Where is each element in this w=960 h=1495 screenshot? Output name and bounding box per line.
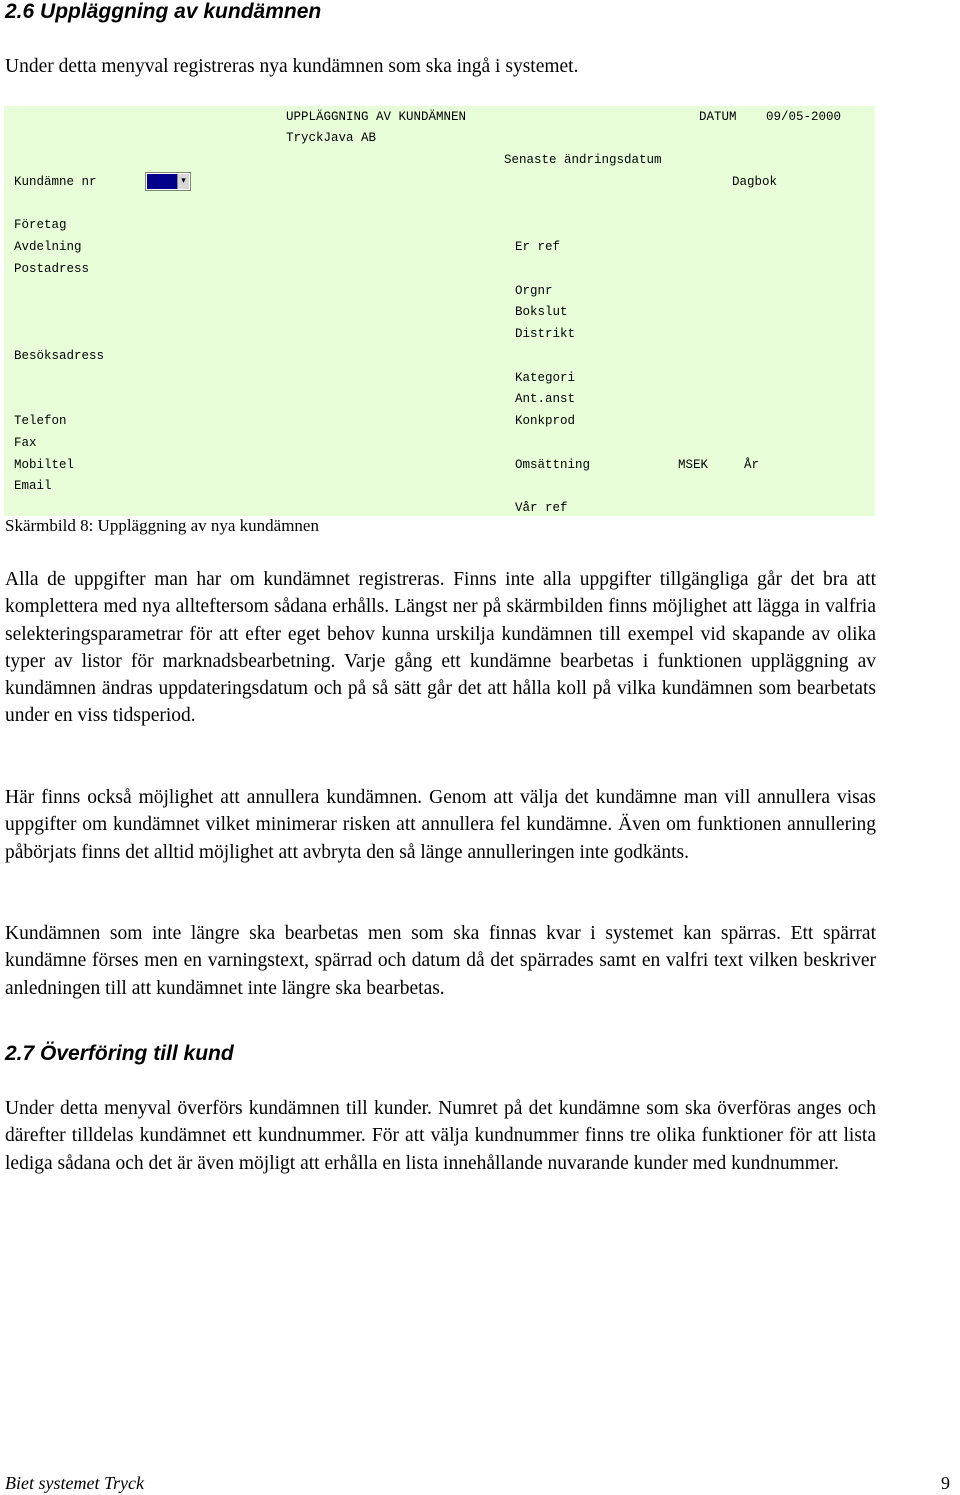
page-number: 9: [941, 1473, 950, 1493]
paragraph-cancellation: Här finns också möjlighet att annullera kundämnen. Genom att välja det kundämne man vill annullera visas uppgifter om kundämnet vilket minimerar risken att annullera fel kundämne. Även om funktionen annullering påbörjats finns det alltid möjlighet att avbryta den så länge annulleringen inte godkänts.: [5, 787, 876, 863]
customer-no-value: [147, 174, 178, 189]
field-label-telefon: Telefon: [14, 414, 67, 428]
customer-registration-screen: [4, 106, 875, 516]
screen-title: UPPLÄGGNING AV KUNDÄMNEN: [286, 110, 467, 124]
footer-title: Biet systemet Tryck: [5, 1473, 144, 1493]
figure-caption: Skärmbild 8: Uppläggning av nya kundämnen: [5, 516, 319, 535]
field-label-konkprod: Konkprod: [515, 414, 576, 428]
chevron-down-icon[interactable]: ▾: [177, 174, 189, 189]
msek-label: MSEK: [678, 458, 709, 472]
section-intro: Under detta menyval registreras nya kundämnen som ska ingå i systemet.: [5, 56, 579, 77]
field-label-distrikt: Distrikt: [515, 327, 576, 341]
field-label-ant-anst: Ant.anst: [515, 392, 576, 406]
year-label: År: [744, 458, 760, 472]
field-label-fax: Fax: [14, 436, 37, 450]
field-label-postadress: Postadress: [14, 262, 90, 276]
date-value: 09/05-2000: [766, 110, 842, 124]
field-label-er-ref: Er ref: [515, 240, 561, 254]
section-heading-2-7: 2.7 Överföring till kund: [5, 1042, 234, 1065]
section-heading-2-6: 2.6 Uppläggning av kundämnen: [5, 0, 322, 23]
diary-label: Dagbok: [732, 175, 778, 189]
paragraph-registration: Alla de uppgifter man har om kundämnet registreras. Finns inte alla uppgifter tillgängliga går det bra att komplettera med nya allteftersom sådana erhålls. Längst ner på skärmbilden finns möjlighet att lägga in valfria selekteringsparametrar för att efter eget behov kunna urskilja kundämnen till exempel vid skapande av olika typer av listor för marknadsbearbetning. Varje gång ett kundämne bearbetas i funktionen uppläggning av kundämnen ändras uppdateringsdatum och på så sätt går det att hålla koll på vilka kundämnen som bearbetats under en viss tidsperiod.: [5, 569, 876, 727]
paragraph-transfer: Under detta menyval överförs kundämnen till kunder. Numret på det kundämne som ska överföras anges och därefter tilldelas kundämnet ett kundnummer. För att välja kundnummer finns tre olika funktioner för att lista lediga sådana och det är även möjligt att erhålla en lista innehållande nuvarande kunder med kundnummer.: [5, 1098, 876, 1174]
field-label-kategori: Kategori: [515, 371, 576, 385]
date-label: DATUM: [699, 110, 737, 124]
field-label-avdelning: Avdelning: [14, 240, 82, 254]
field-label-bokslut: Bokslut: [515, 305, 568, 319]
field-label-var-ref: Vår ref: [515, 501, 568, 515]
latest-change-label: Senaste ändringsdatum: [504, 153, 662, 167]
paragraph-blocking: Kundämnen som inte längre ska bearbetas men som ska finnas kvar i systemet kan spärras. Ett spärrat kundämne förses men en varningstext, spärrad och datum då det spärrades samt en valfri text vilken beskriver anledningen till att kundämnet inte längre ska bearbetas.: [5, 923, 876, 999]
field-label-email: Email: [14, 479, 52, 493]
customer-no-select[interactable]: [145, 172, 191, 191]
screen-company: TryckJava AB: [286, 131, 377, 145]
field-label-foretag: Företag: [14, 218, 67, 232]
field-label-besoksadress: Besöksadress: [14, 349, 105, 363]
field-label-mobiltel: Mobiltel: [14, 458, 75, 472]
field-label-omsattning: Omsättning: [515, 458, 591, 472]
customer-no-label: Kundämne nr: [14, 175, 97, 189]
field-label-orgnr: Orgnr: [515, 284, 553, 298]
